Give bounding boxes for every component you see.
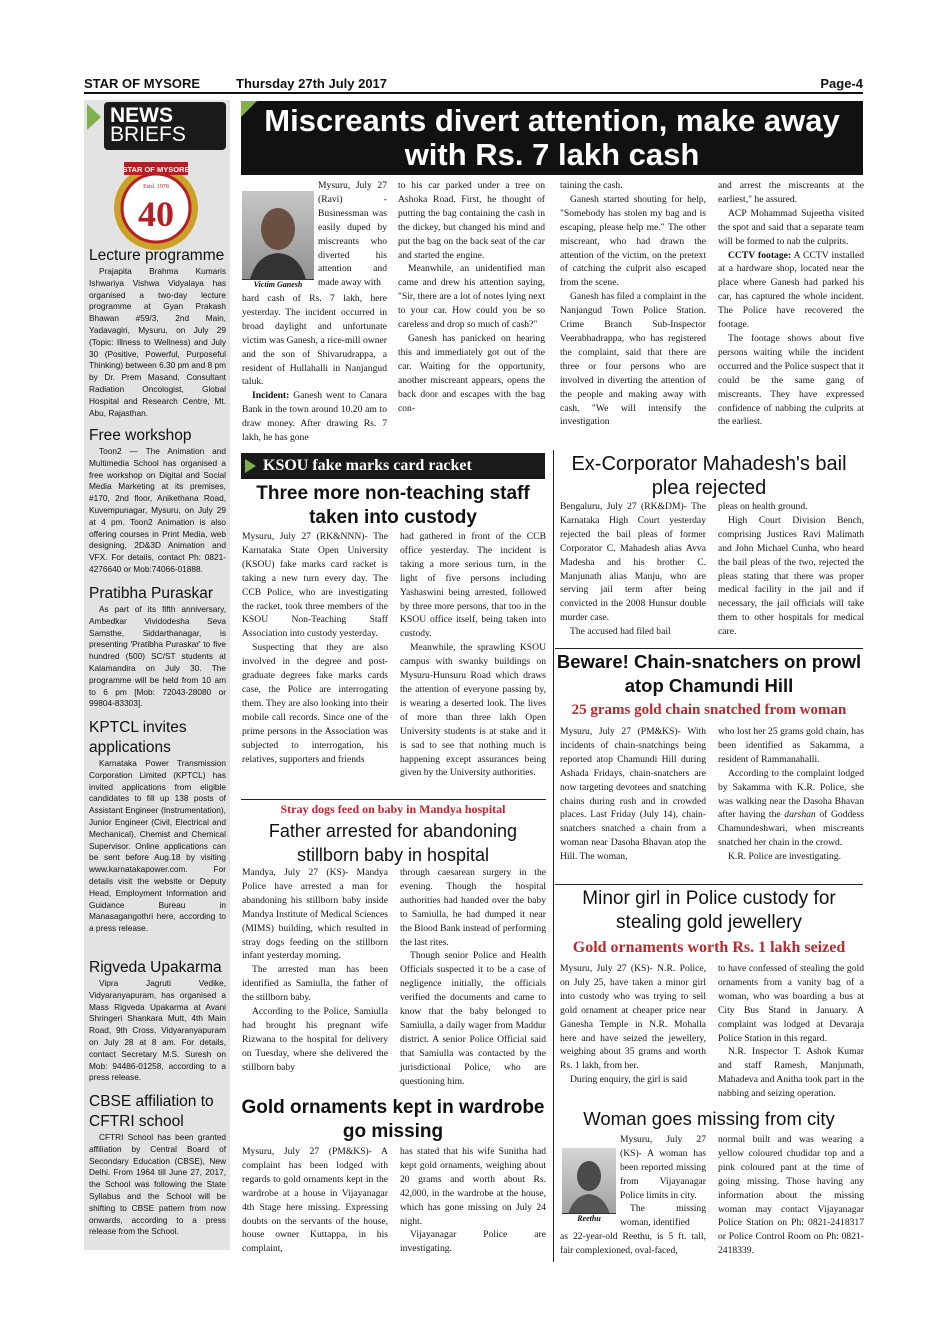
lead-col2 — [398, 179, 545, 447]
corp-para: Bengaluru, July 27 (RK&DM)- The Karnataka High Court yesterday rejected the bail pleas of former Corporator C. Mahadesh alias Avva Madesha and his brother C. Manjunath alias Manju, who are serving jail term after being convicted in the 2008 Hunsur double murder case. — [560, 501, 706, 624]
chain-para: K.R. Police are investigating. — [728, 851, 841, 863]
brief-rigveda — [89, 958, 226, 1092]
chain-para: Mysuru, July 27 (PM&KS)- With incidents of chain-snatchings being reported atop Chamundi Hill during Ashada Fridays, chain-snatchers are now targeting devotees and snatching chains during rush and in crowded places. Last Friday (July 14), chain-snatchers snatched a chain from a woman near Dasoha Bhavan atop the Hill. The woman, — [560, 726, 706, 863]
chain-col1 — [560, 725, 706, 880]
lead-para: taining the cash. — [560, 180, 623, 191]
stray-para: Though senior Police and Health Officials suspected it to be a case of negligence initially, the officials verified the documents and came to know that the baby belonged to Samiulla, a daily wager from Maddur district. A senior Police Official said that Samiulla was contacted by the jurisdictional Police, who are questioning him. — [400, 950, 546, 1087]
corp-headline: Ex-Corporator Mahadesh's bail plea rejected — [571, 453, 847, 499]
minor-para: Mysuru, July 27 (KS)- N.R. Police, on July 25, have taken a minor girl into custody who was trying to sell gold ornament at cheaper price near Ganesha Temple in N.R. Mohalla here and have seized the jewellery, weighing about 35 grams and worth Rs. 1 lakh, from her. — [560, 963, 706, 1072]
missing-col2 — [718, 1133, 864, 1261]
stray-para: The arrested man has been identified as Samiulla, the father of the stillborn baby. — [242, 964, 388, 1004]
corp-col2 — [718, 500, 864, 648]
lead-subhead: Incident: — [252, 390, 290, 402]
person-silhouette-icon — [242, 191, 314, 291]
lead-para: and arrest the miscreants at the earliest," he assured. — [718, 180, 864, 205]
brief-body: Prajapita Brahma Kumaris Ishwariya Vishwa Vidyalaya has organised a two-day lecture programme at Gyan Prakash Bhawan #59/3, 2nd Main, Yadavagiri, Mysuru, on July 29 (Topic: Illness to Wellness) and July 30 (Positive, Powerful, Purposeful Thinking) between 6.30 pm and 8 pm by Dr. Prem Masand, Consultant Radiation Oncologist, Global Hospital and Research Centre, Mt. Abu, Rajasthan. — [89, 266, 226, 418]
lead-headline: Miscreants divert attention, make away with Rs. 7 lakh cash — [241, 101, 863, 175]
brief-free-workshop — [89, 426, 226, 586]
minor-subhead: Gold ornaments worth Rs. 1 lakh seized — [572, 939, 846, 956]
logo-estd-text: Estd. 1978 — [143, 184, 169, 190]
missing-para: normal built and was wearing a yellow coloured chudidar top and a pink coloured pant at the time of going missing. Those having any information about the missing woman may contact Vijayanagar Police Station on Ph: 0821-2418317 or Police Control Room on Ph: 0821-2418339. — [718, 1134, 864, 1257]
brief-body: Toon2 — The Animation and Multimedia School has organised a free workshop on Digital and Social Media Marketing at its premises, #170, 2nd floor, Anikethana Road, Kuvempunagar, Mysuru, on July 29 at 4 pm. Toon2 Animation is also offering courses in Print Media, web designing, 2D&3D Animation and VFX. For details, contact Ph: 0821-4276640 or Mob:74066-01888. — [89, 446, 226, 574]
issue-date: Thursday 27th July 2017 — [236, 76, 388, 91]
corp-para: High Court Division Bench, comprising Justices Ravi Malimath and John Michael Cunha, who heard the bail pleas of the two, rejected the pleas stating that there was proper medical facility in the jail and if necessary, the jail officials will take them to other hospitals for medical care. — [718, 514, 864, 638]
section-divider — [241, 799, 546, 800]
gold-col1 — [242, 1145, 388, 1260]
minor-headline: Minor girl in Police custody for stealing gold jewellery — [582, 888, 836, 933]
stray-headline: Father arrested for abandoning stillborn baby in hospital — [268, 821, 518, 865]
photo-caption: Victim Ganesh — [242, 279, 314, 291]
brief-body: CFTRI School has been granted affiliation by Central Board of Secondary Education (CBSE), New Delhi. From 1964 till June 27, 2017, the School was following the State Syllabus and the School will be shifting to CBSE pattern from now onwards, according to a press release from the School. — [89, 1132, 226, 1237]
ksou-para: Meanwhile, the sprawling KSOU campus with swanky buildings on Mysuru-Hunsuru Road which draws the attention of everyone passing by, is wearing a deserted look. The lives of more than three lakh Open University students is at stake and it is sad to see that nothing much is happening except assurances being given by the University authorities. — [400, 642, 546, 779]
photo-caption: Reethu — [562, 1213, 616, 1224]
lead-para: The footage shows about five persons waiting while the incident occurred and the Police suspect that it could be the same gang of miscreants. They have expressed confidence of nabbing the culprits at the earliest. — [718, 332, 864, 428]
ksou-para: Suspecting that they are also involved in the degree and post-graduate degrees fake marks cards case, the Police are interrogating them. They are also looking into their mobile call records. Since one of the prime persons in the Association was subjected to interrogation, his relatives, supporters and friends — [242, 642, 388, 765]
stray-para: According to the Police, Samiulla had brought his pregnant wife Rizwana to the hospital for delivery on Tuesday, where she delivered the stillborn baby — [242, 1006, 388, 1073]
brief-body: As part of its fifth anniversary, Ambedkar Vividodesha Seva Samsthe, Siddarthanagar, is presenting 'Pratibha Puraskar' to five hundred (500) SC/ST students at Kalamandira on July 30. The programme will be held from 10 am to 6 pm [Mob: 72043-28080 or 99804-83303]. — [89, 604, 226, 709]
brief-body: Vipra Jagruti Vedike, Vidyaranyapuram, has organised a Mass Rigveda Upakarma at Avani Shringeri Shankara Mutt, 4th Main Road, 9th Cross, Vidyaranyapuram on July 28 at 8 am. For details, contact Secretary M.S. Suresh on Mob: 94486-01258, according to a press release. — [89, 978, 226, 1083]
paper-name: STAR OF MYSORE — [84, 76, 201, 91]
corp-para: pleas on health ground. — [718, 501, 808, 512]
lead-para: ACP Mohammad Sujeetha visited the spot and said that a separate team will be formed to nab the culprits. — [718, 207, 864, 247]
minor-col2 — [718, 962, 864, 1104]
minor-para: N.R. Inspector T. Ashok Kumar and staff Ramesh, Manjunath, Mahadeva and Anitha took part in the nabbing and seizing operation. — [718, 1046, 864, 1100]
ksou-col2 — [400, 530, 546, 798]
brief-lecture — [89, 246, 226, 418]
lead-para: Mysuru, July 27 (Ravi) - Businessman was easily duped by miscreants who diverted his attention and made away with — [318, 180, 387, 289]
news-briefs-sidebar — [84, 100, 230, 1250]
lead-para: Ganesh has panicked on hearing this and immediately got out of the car. Waiting for the opportunity, another miscreant appears, opens the back door and escapes with the bag con- — [398, 332, 545, 414]
ksou-kicker: KSOU fake marks card racket — [241, 453, 545, 479]
lead-para: Ganesh started shouting for help, "Somebody has stolen my bag and is escaping, please help me." The other miscreant, who had drawn the attention of the victim, on the pretext of catching the culprit also escaped from the scene. — [560, 193, 706, 289]
ksou-para: had gathered in front of the CCB office yesterday. The incident is taking a more serious turn, in the light of five persons including Yashaswini being arrested, followed by three more persons, that too in the KSOU office itself, being taken into custody. — [400, 531, 546, 640]
minor-para: During enquiry, the girl is said — [570, 1074, 688, 1086]
chain-subhead: 25 grams gold chain snatched from woman — [571, 702, 847, 718]
corp-para: The accused had filed bail — [570, 626, 671, 638]
star-of-mysore-40-years-logo — [104, 158, 208, 254]
minor-col1 — [560, 962, 706, 1104]
stray-col2 — [400, 866, 546, 1096]
section-divider — [555, 884, 863, 885]
corp-col1 — [560, 500, 706, 648]
briefs-label: BRIEFS — [110, 123, 186, 146]
ksou-headline: Three more non-teaching staff taken into custody — [256, 483, 530, 528]
brief-title: Rigveda Upakarma — [89, 959, 222, 976]
missing-para: as 22-year-old Reethu, is 5 ft. tall, fair complexioned, oval-faced, — [560, 1231, 706, 1256]
chain-para: who lost her 25 grams gold chain, has been identified as Sakamma, a resident of Rammanahalli. — [718, 726, 864, 765]
gold-headline: Gold ornaments kept in wardrobe go missing — [241, 1097, 545, 1142]
column-divider — [553, 450, 554, 1262]
ksou-para: Mysuru, July 27 (RK&NNN)- The Karnataka State Open University (KSOU) fake marks card racket is taking a new turn every day. The CCB Police, who are investigating the racket, took three members of the KSOU Non-Teaching Staff Association into custody yesterday. — [242, 531, 388, 640]
ksou-col1 — [242, 530, 388, 798]
lead-col1-wrap — [318, 179, 387, 297]
chain-col2 — [718, 725, 864, 880]
lead-para: Meanwhile, an unidentified man came and drew his attention saying, "Sir, there are a lot of notes lying next to your car. How could you be so careless and drop so much of cash?" — [398, 263, 545, 331]
brief-body: Karnataka Power Transmission Corporation Limited (KPTCL) has invited applications from eligible candidates to fill up 138 posts of Assistant Engineer (Instrumentation), Junior Engineer (Civil, Electrical and Mechanical), Chemist and Chemical Supervisor. Online applications can be sent before Aug.18 by visiting www.karnatakapower.com. For details visit the website or Deputy Head, Employment Information and Guidance Bureau in Manasagangothri here, according to a press release. — [89, 758, 226, 934]
chain-emphasis: darshan — [784, 809, 816, 821]
brief-title: CBSE affiliation to CFTRI school — [89, 1093, 214, 1130]
logo-number: 40 — [138, 194, 174, 234]
missing-para: Mysuru, July 27 (KS)- A woman has been reported missing from Vijayanagar Police limits in city. — [620, 1134, 706, 1201]
section-divider — [555, 648, 863, 649]
gold-para: Mysuru, July 27 (PM&KS)- A complaint has been lodged with regards to gold ornaments kept in the wardrobe at a house in Vijayanagar 4th Stage here missing. Expressing doubts on the servants of the house, house owner Kuttappa, in his complaint, — [242, 1146, 388, 1255]
stray-para: through caesarean surgery in the evening. Though the hospital authorities had handed over the baby to Samiulla, he had dumped it near the Blood Bank instead of performing the last rites. — [400, 867, 546, 948]
victim-photo — [242, 191, 314, 291]
brief-title: KPTCL invites applications — [89, 719, 187, 756]
page-header — [84, 74, 863, 94]
news-briefs-title — [104, 102, 226, 150]
brief-kptcl — [89, 718, 226, 958]
lead-para: Ganesh went to Canara Bank in the town around 10.20 am to draw money. After drawing Rs. 7 lakh, he has gone — [242, 390, 387, 444]
brief-cbse — [89, 1092, 226, 1252]
missing-woman-photo — [562, 1148, 616, 1224]
missing-col1-top — [620, 1133, 706, 1203]
lead-para: to his car parked under a tree on Ashoka Road. First, he thought of putting the bag containing the cash in the dickey, but changed his mind and put the bag on the back seat of the car and started the engine. — [398, 180, 545, 261]
lead-subhead: CCTV footage: — [728, 249, 792, 261]
gold-para: has stated that his wife Sunitha had kept gold ornaments, weighing about 20 grams and worth about Rs. 42,000, in the wardrobe at the house, which has gone missing on July 24 night. — [400, 1146, 546, 1227]
missing-headline: Woman goes missing from city — [583, 1108, 835, 1129]
missing-col1-mid — [620, 1202, 706, 1230]
page-number: Page-4 — [820, 76, 863, 91]
lead-para: A CCTV installed at a hardware shop, located near the place where Ganesh had parked his car, has captured the whole incident. The Police have recovered the footage. — [718, 249, 864, 331]
lead-col3 — [560, 179, 706, 447]
gold-col2 — [400, 1145, 546, 1260]
minor-para: to have confessed of stealing the gold ornaments from a vanity bag of a woman, who was boarding a bus at City Bus Stand in January. A complaint was lodged at Devaraja Police Station in this regard. — [718, 963, 864, 1044]
brief-pratibha-puraskar — [89, 584, 226, 714]
logo-top-text: STAR OF MYSORE — [122, 165, 190, 174]
gold-para: Vijayanagar Police are investigating. — [400, 1229, 546, 1255]
missing-para: The missing woman, identified — [620, 1203, 706, 1228]
chain-para: of Goddess Chamundeshwari, when miscreants snatched her chain in the crowd. — [718, 809, 864, 849]
corner-triangle-icon — [87, 104, 101, 130]
missing-col1-bottom — [560, 1230, 706, 1260]
lead-col4 — [718, 179, 864, 447]
lead-para: Ganesh has filed a complaint in the Nanjangud Town Police Station. Crime Branch Sub-Inspector Veerabhadrappa, who has registered the complaint, said that there are three or four persons who are involved in diverting the attention of the people and making away with cash. "We will intensify the investigation — [560, 291, 706, 428]
stray-para: Mandya, July 27 (KS)- Mandya Police have arrested a man for abandoning his stillborn baby inside Mandya Institute of Medical Sciences (MIMS) building, which resulted in stray dogs feeding on the stillborn infant yesterday morning. — [242, 867, 388, 962]
chain-headline: Beware! Chain-snatchers on prowl atop Chamundi Hill — [556, 651, 862, 696]
stray-kicker: Stray dogs feed on baby in Mandya hospital — [280, 802, 506, 816]
stray-col1 — [242, 866, 388, 1096]
brief-title: Lecture programme — [89, 247, 225, 264]
news-label: NEWS — [110, 104, 173, 127]
lead-para: hard cash of Rs. 7 lakh, here yesterday. The incident occurred in broad daylight and unfortunate victim was Ganesh, a rice-mill owner and the son of Shivarudrappa, a resident of Hullahalli in Nanjangud taluk. — [242, 293, 387, 388]
chain-para: According to the complaint lodged by Sakamma with K.R. Police, she was walking near the Dasoha Bhavan after having the — [718, 767, 864, 821]
lead-col1 — [242, 292, 387, 448]
brief-title: Free workshop — [89, 427, 192, 444]
brief-title: Pratibha Puraskar — [89, 585, 214, 602]
